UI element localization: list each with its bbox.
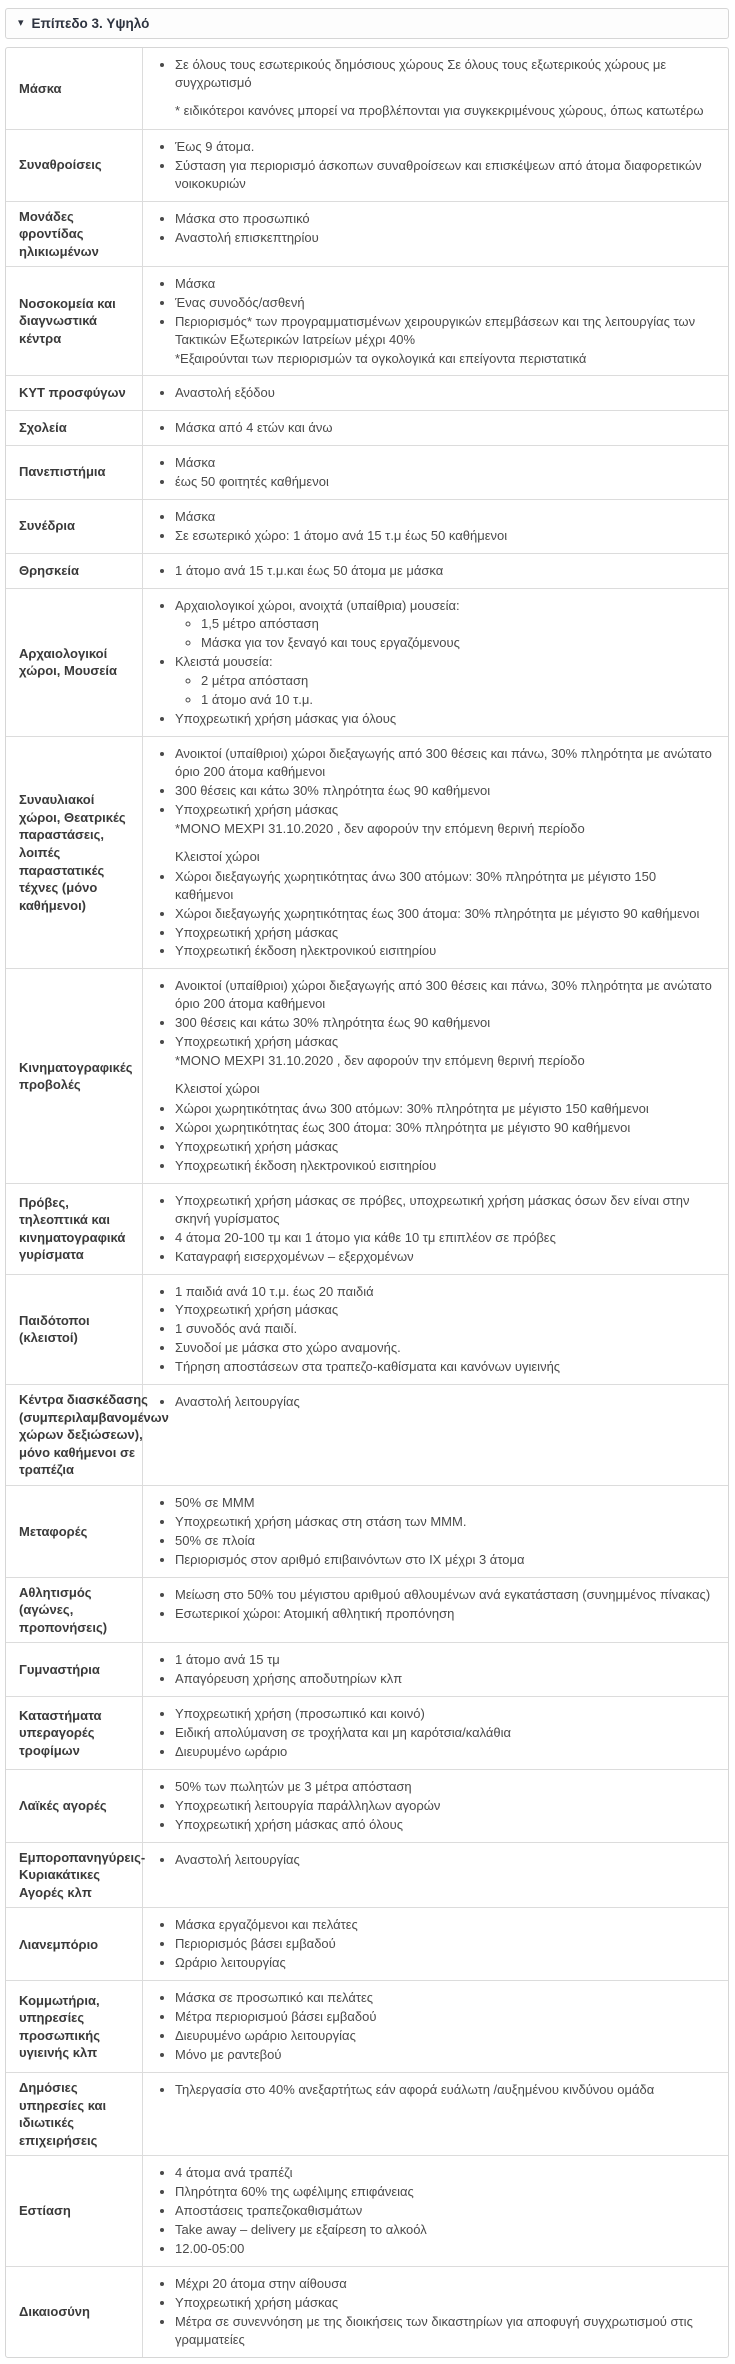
row-content [143, 500, 728, 553]
sub-bullet-item: ◦ Μάσκα για τον ξεναγό και τους εργαζόμενους [201, 634, 714, 652]
row-content [143, 376, 728, 410]
table-row [6, 1642, 728, 1696]
row-label: Συναθροίσεις [6, 130, 143, 201]
bullet-item: • Υποχρεωτική χρήση μάσκας [175, 1033, 714, 1051]
row-content [143, 1385, 728, 1485]
bullet-item: • Χώροι χωρητικότητας έως 300 άτομα: 30% πληρότητα με μέγιστο 90 καθήμενοι [175, 1119, 714, 1137]
row-content [143, 202, 728, 267]
row-label: Αθλητισμός (αγώνες, προπονήσεις) [6, 1578, 143, 1643]
bullet-item: • 1 άτομο ανά 15 τμ [175, 1651, 714, 1669]
row-content [143, 446, 728, 499]
row-content [143, 589, 728, 737]
row-label: Δικαιοσύνη [6, 2267, 143, 2357]
row-content [143, 1578, 728, 1643]
row-label: Πανεπιστήμια [6, 446, 143, 499]
bullet-item: • Μάσκα [175, 508, 714, 526]
row-label: Παιδότοποι (κλειστοί) [6, 1275, 143, 1385]
bullet-item: • 4 άτομα ανά τραπέζι [175, 2164, 714, 2182]
row-content [143, 737, 728, 968]
bullet-item: • 1 συνοδός ανά παιδί. [175, 1320, 714, 1338]
table-row [6, 588, 728, 737]
bullet-item: • Διευρυμένο ωράριο [175, 1743, 714, 1761]
bullet-item: • Υποχρεωτική έκδοση ηλεκτρονικού εισιτηρίου [175, 942, 714, 960]
row-label: Μάσκα [6, 48, 143, 129]
table-row [6, 201, 728, 267]
table-row [6, 968, 728, 1182]
bullet-item: • Αναστολή επισκεπτηρίου [175, 229, 714, 247]
row-label: Σχολεία [6, 411, 143, 445]
sub-bullet-item: ◦ 1,5 μέτρο απόσταση [201, 615, 714, 633]
table-row [6, 410, 728, 445]
bullet-item: • Συνοδοί με μάσκα στο χώρο αναμονής. [175, 1339, 714, 1357]
bullet-item: • Ειδική απολύμανση σε τροχήλατα και μη καρότσια/καλάθια [175, 1724, 714, 1742]
table-row [6, 1842, 728, 1908]
table-row [6, 1577, 728, 1643]
bullet-item: • Εσωτερικοί χώροι: Ατομική αθλητική προπόνηση [175, 1605, 714, 1623]
section-title: Επίπεδο 3. Υψηλό [31, 16, 150, 31]
table-row [6, 1907, 728, 1980]
bullet-item: • Μάσκα σε προσωπικό και πελάτες [175, 1989, 714, 2007]
subsection-heading: * ειδικότεροι κανόνες μπορεί να προβλέπονται για συγκεκριμένους χώρους, όπως κατωτέρω [175, 102, 704, 118]
row-label: Θρησκεία [6, 554, 143, 588]
table-row [6, 1769, 728, 1842]
restrictions-table [5, 47, 729, 2358]
bullet-item: • Ωράριο λειτουργίας [175, 1954, 714, 1972]
bullet-item: • Μέτρα σε συνεννόηση με της διοικήσεις των δικαστηρίων για αποφυγή συγχρωτισμού στις γραμματείες [175, 2313, 714, 2349]
row-content [143, 1643, 728, 1696]
bullet-item: • Χώροι χωρητικότητας άνω 300 ατόμων: 30% πληρότητα με μέγιστο 150 καθήμενοι [175, 1100, 714, 1118]
bullet-item: • Αναστολή εξόδου [175, 384, 714, 402]
row-label: Μεταφορές [6, 1486, 143, 1577]
bullet-item: • Διευρυμένο ωράριο λειτουργίας [175, 2027, 714, 2045]
row-label: Δημόσιες υπηρεσίες και ιδιωτικές επιχειρήσεις [6, 2073, 143, 2155]
note-line: *ΜΟΝΟ ΜΕΧΡΙ 31.10.2020 , δεν αφορούν την επόμενη θερινή περίοδο [175, 1053, 585, 1069]
row-content [143, 1908, 728, 1980]
row-label: Κομμωτήρια, υπηρεσίες προσωπικής υγιεινής κλπ [6, 1981, 143, 2072]
bullet-item: • 50% σε ΜΜΜ [175, 1494, 714, 1512]
bullet-item: • Ένας συνοδός/ασθενή [175, 294, 714, 312]
bullet-item: • Υποχρεωτική χρήση μάσκας [175, 1301, 714, 1319]
bullet-item: • Χώροι διεξαγωγής χωρητικότητας έως 300 άτομα: 30% πληρότητα με μέγιστο 90 καθήμενοι [175, 905, 714, 923]
bullet-item: • 1 άτομο ανά 15 τ.μ.και έως 50 άτομα με μάσκα [175, 562, 714, 580]
bullet-item: • Χώροι διεξαγωγής χωρητικότητας άνω 300 ατόμων: 30% πληρότητα με μέγιστο 150 καθήμενοι [175, 868, 714, 904]
sub-bullet-item: ◦ 2 μέτρα απόσταση [201, 672, 714, 690]
row-label: ΚΥΤ προσφύγων [6, 376, 143, 410]
table-row [6, 1980, 728, 2072]
bullet-item: • Απαγόρευση χρήσης αποδυτηρίων κλπ [175, 1670, 714, 1688]
bullet-item: • 4 άτομα 20-100 τμ και 1 άτομο για κάθε 10 τμ επιπλέον σε πρόβες [175, 1229, 714, 1247]
table-row [6, 2155, 728, 2266]
subsection-heading: Κλειστοί χώροι [175, 848, 260, 864]
bullet-item: • Έως 9 άτομα. [175, 138, 714, 156]
table-row [6, 129, 728, 201]
sub-bullet-item: ◦ 1 άτομο ανά 10 τ.μ. [201, 691, 714, 709]
row-content [143, 1843, 728, 1908]
row-content [143, 554, 728, 588]
bullet-item: • Σύσταση για περιορισμό άσκοπων συναθροίσεων και επισκέψεων από άτομα διαφορετικών νοικοκυριών [175, 157, 714, 193]
bullet-item: • Μάσκα εργαζόμενοι και πελάτες [175, 1916, 714, 1934]
row-content [143, 1184, 728, 1274]
bullet-item: • Υποχρεωτική έκδοση ηλεκτρονικού εισιτηρίου [175, 1157, 714, 1175]
bullet-item: • 300 θέσεις και κάτω 30% πληρότητα έως 90 καθήμενοι [175, 1014, 714, 1032]
row-content [143, 969, 728, 1182]
row-content [143, 1697, 728, 1769]
bullet-item: • Κλειστά μουσεία: [175, 653, 714, 671]
row-content [143, 1770, 728, 1842]
row-label: Εστίαση [6, 2156, 143, 2266]
bullet-item: • Μάσκα στο προσωπικό [175, 210, 714, 228]
row-label: Εμποροπανηγύρεις-Κυριακάτικες Αγορές κλπ [6, 1843, 143, 1908]
bullet-item: • έως 50 φοιτητές καθήμενοι [175, 473, 714, 491]
row-label: Συναυλιακοί χώροι, Θεατρικές παραστάσεις, λοιπές παραστατικές τέχνες (μόνο καθήμενοι) [6, 737, 143, 968]
note-line: *ΜΟΝΟ ΜΕΧΡΙ 31.10.2020 , δεν αφορούν την επόμενη θερινή περίοδο [175, 820, 585, 836]
row-label: Λαϊκές αγορές [6, 1770, 143, 1842]
row-content [143, 2156, 728, 2266]
row-label: Κινηματογραφικές προβολές [6, 969, 143, 1182]
row-label: Μονάδες φροντίδας ηλικιωμένων [6, 202, 143, 267]
table-row [6, 48, 728, 129]
bullet-item: • Σε όλους τους εσωτερικούς δημόσιους χώρους Σε όλους τους εξωτερικούς χώρους με συγχρωτισμό [175, 56, 714, 92]
table-row [6, 1183, 728, 1274]
row-label: Αρχαιολογικοί χώροι, Μουσεία [6, 589, 143, 737]
table-row [6, 2072, 728, 2155]
bullet-item: • 50% των πωλητών με 3 μέτρα απόσταση [175, 1778, 714, 1796]
row-content [143, 411, 728, 445]
table-row [6, 736, 728, 968]
table-row [6, 1696, 728, 1769]
row-content [143, 130, 728, 201]
row-label: Πρόβες, τηλεοπτικά και κινηματογραφικά γυρίσματα [6, 1184, 143, 1274]
bullet-item: • Take away – delivery με εξαίρεση το αλκοόλ [175, 2221, 714, 2239]
row-label: Συνέδρια [6, 500, 143, 553]
note-line: *Εξαιρούνται των περιορισμών τα ογκολογικά και επείγοντα περιστατικά [175, 351, 587, 367]
bullet-item: • Καταγραφή εισερχομένων – εξερχομένων [175, 1248, 714, 1266]
row-label: Νοσοκομεία και διαγνωστικά κέντρα [6, 267, 143, 375]
table-row [6, 1384, 728, 1485]
row-label: Κέντρα διασκέδασης (συμπεριλαμβανομένων χώρων δεξιώσεων), μόνο καθήμενοι σε τραπέζια [6, 1385, 143, 1485]
bullet-item: • Υποχρεωτική χρήση μάσκας [175, 2294, 714, 2312]
table-row [6, 266, 728, 375]
row-content [143, 2073, 728, 2155]
row-content [143, 2267, 728, 2357]
accordion-header-level-3[interactable] [5, 8, 729, 39]
bullet-item: • Μείωση στο 50% του μέγιστου αριθμού αθλουμένων ανά εγκατάσταση (συνημμένος πίνακας) [175, 1586, 714, 1604]
bullet-item: • Περιορισμός* των προγραμματισμένων χειρουργικών επεμβάσεων και της λειτουργίας των Τακτικών Εξωτερικών Ιατρείων μέχρι 40% [175, 313, 714, 349]
row-label: Γυμναστήρια [6, 1643, 143, 1696]
bullet-item: • Υποχρεωτική χρήση μάσκας από όλους [175, 1816, 714, 1834]
bullet-item: • 1 παιδιά ανά 10 τ.μ. έως 20 παιδιά [175, 1283, 714, 1301]
row-content [143, 267, 728, 375]
bullet-item: • 12.00-05:00 [175, 2240, 714, 2258]
bullet-item: • Ανοικτοί (υπαίθριοι) χώροι διεξαγωγής από 300 θέσεις και πάνω, 30% πληρότητα με ανώτατο όριο 200 άτομα καθήμενοι [175, 745, 714, 781]
bullet-item: • Αναστολή λειτουργίας [175, 1393, 714, 1411]
row-content [143, 1486, 728, 1577]
bullet-item: • Ανοικτοί (υπαίθριοι) χώροι διεξαγωγής από 300 θέσεις και πάνω, 30% πληρότητα με ανώτατο όριο 200 άτομα καθήμενοι [175, 977, 714, 1013]
table-row [6, 2266, 728, 2357]
bullet-item: • Αρχαιολογικοί χώροι, ανοιχτά (υπαίθρια) μουσεία: [175, 597, 714, 615]
bullet-item: • Υποχρεωτική χρήση μάσκας [175, 924, 714, 942]
bullet-item: • Πληρότητα 60% της ωφέλιμης επιφάνειας [175, 2183, 714, 2201]
bullet-item: • Υποχρεωτική χρήση μάσκας [175, 801, 714, 819]
bullet-item: • Μάσκα από 4 ετών και άνω [175, 419, 714, 437]
row-content [143, 1275, 728, 1385]
bullet-item: • Τηλεργασία στο 40% ανεξαρτήτως εάν αφορά ευάλωτη /αυξημένου κινδύνου ομάδα [175, 2081, 714, 2099]
row-content [143, 48, 728, 129]
bullet-item: • Υποχρεωτική λειτουργία παράλληλων αγορών [175, 1797, 714, 1815]
table-row [6, 375, 728, 410]
bullet-item: • Περιορισμός βάσει εμβαδού [175, 1935, 714, 1953]
bullet-item: • Αναστολή λειτουργίας [175, 1851, 714, 1869]
table-row [6, 553, 728, 588]
bullet-item: • Υποχρεωτική χρήση μάσκας για όλους [175, 710, 714, 728]
bullet-item: • Υποχρεωτική χρήση (προσωπικό και κοινό) [175, 1705, 714, 1723]
table-row [6, 445, 728, 499]
table-row [6, 499, 728, 553]
row-label: Καταστήματα υπεραγορές τροφίμων [6, 1697, 143, 1769]
bullet-item: • Αποστάσεις τραπεζοκαθισμάτων [175, 2202, 714, 2220]
bullet-item: • Σε εσωτερικό χώρο: 1 άτομο ανά 15 τ.μ έως 50 καθήμενοι [175, 527, 714, 545]
bullet-item: • Περιορισμός στον αριθμό επιβαινόντων στο ΙΧ μέχρι 3 άτομα [175, 1551, 714, 1569]
row-content [143, 1981, 728, 2072]
table-row [6, 1485, 728, 1577]
subsection-heading: Κλειστοί χώροι [175, 1081, 260, 1097]
bullet-item: • Τήρηση αποστάσεων στα τραπεζο-καθίσματα και κανόνων υγιεινής [175, 1358, 714, 1376]
bullet-item: • Υποχρεωτική χρήση μάσκας στη στάση των ΜΜΜ. [175, 1513, 714, 1531]
bullet-item: • Μόνο με ραντεβού [175, 2046, 714, 2064]
chevron-down-icon: ▾ [18, 17, 24, 29]
bullet-item: • 300 θέσεις και κάτω 30% πληρότητα έως 90 καθήμενοι [175, 782, 714, 800]
row-label: Λιανεμπόριο [6, 1908, 143, 1980]
bullet-item: • Υποχρεωτική χρήση μάσκας σε πρόβες, υποχρεωτική χρήση μάσκας όσων δεν είναι στην σκηνή γυρίσματος [175, 1192, 714, 1228]
bullet-item: • Μάσκα [175, 454, 714, 472]
bullet-item: • Υποχρεωτική χρήση μάσκας [175, 1138, 714, 1156]
bullet-item: • Μέχρι 20 άτομα στην αίθουσα [175, 2275, 714, 2293]
bullet-item: • 50% σε πλοία [175, 1532, 714, 1550]
bullet-item: • Μέτρα περιορισμού βάσει εμβαδού [175, 2008, 714, 2026]
bullet-item: • Μάσκα [175, 275, 714, 293]
table-row [6, 1274, 728, 1385]
